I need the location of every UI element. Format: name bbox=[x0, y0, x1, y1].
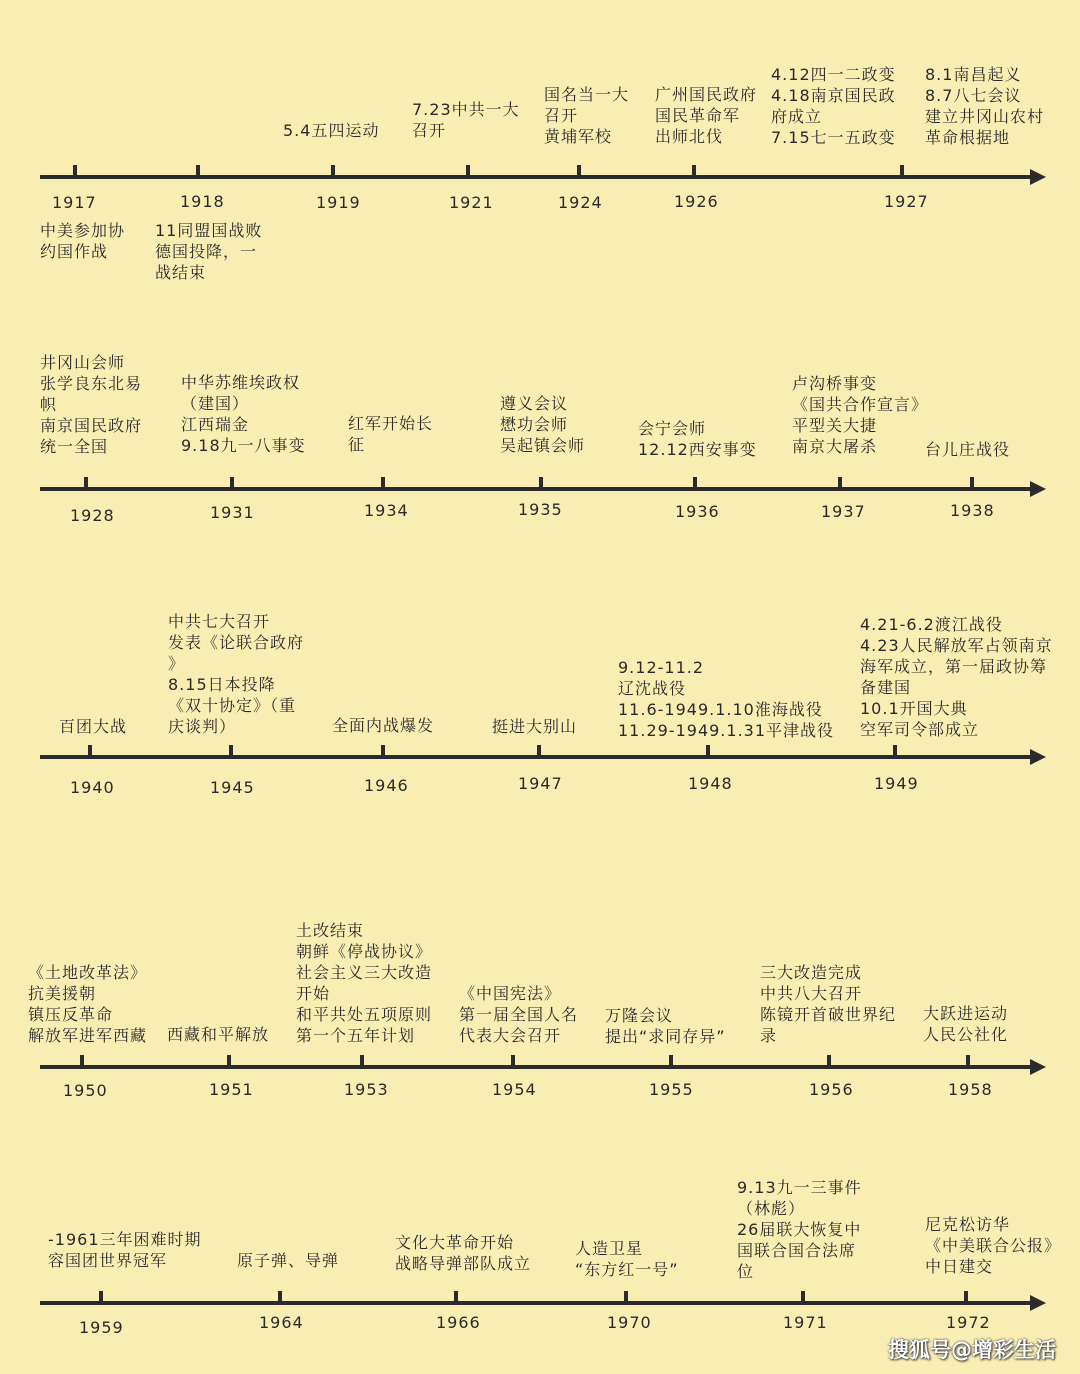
year-label: 1934 bbox=[364, 501, 409, 520]
year-tick bbox=[99, 1291, 103, 1305]
event-1970: 人造卫星 “东方红一号” bbox=[575, 1239, 679, 1279]
event-1950: 《土地改革法》 抗美援朝 镇压反革命 解放军进军西藏 bbox=[28, 963, 148, 1045]
year-label: 1938 bbox=[950, 501, 995, 520]
event-1948: 9.12-11.2 辽沈战役 11.6-1949.1.10淮海战役 11.29-1949.1.31平津战役 bbox=[618, 658, 835, 740]
year-label: 1940 bbox=[70, 778, 115, 797]
event-1935: 遵义会议 懋功会师 吴起镇会师 bbox=[500, 394, 586, 455]
event-1927-a: 4.12四一二政变 4.18南京国民政 府成立 7.15七一五政变 bbox=[771, 65, 896, 147]
year-label: 1953 bbox=[344, 1080, 389, 1099]
year-label: 1924 bbox=[558, 193, 603, 212]
event-1917-below: 中美参加协 约国作战 bbox=[40, 221, 126, 261]
event-1945: 中共七大召开 发表《论联合政府 》 8.15日本投降 《双十协定》（重 庆谈判） bbox=[168, 612, 305, 736]
event-1918-below: 11同盟国战败 德国投降，一 战结束 bbox=[155, 221, 263, 282]
year-label: 1927 bbox=[884, 192, 929, 211]
event-1934: 红军开始长 征 bbox=[348, 414, 434, 454]
year-label: 1951 bbox=[209, 1080, 254, 1099]
year-label: 1947 bbox=[518, 774, 563, 793]
event-1956: 三大改造完成 中共八大召开 陈镜开首破世界纪 录 bbox=[760, 963, 897, 1045]
year-tick bbox=[454, 1291, 458, 1305]
year-label: 1946 bbox=[364, 776, 409, 795]
year-label: 1949 bbox=[874, 774, 919, 793]
event-1966: 文化大革命开始 战略导弹部队成立 bbox=[395, 1233, 532, 1273]
year-label: 1966 bbox=[436, 1313, 481, 1332]
event-1953: 土改结束 朝鲜《停战协议》 社会主义三大改造 开始 和平共处五项原则 第一个五年计划 bbox=[296, 921, 433, 1045]
year-label: 1970 bbox=[607, 1313, 652, 1332]
year-label: 1928 bbox=[70, 506, 115, 525]
year-label: 1958 bbox=[948, 1080, 993, 1099]
watermark: 搜狐号@增彩生活 bbox=[888, 1338, 1056, 1362]
year-label: 1948 bbox=[688, 774, 733, 793]
event-1954: 《中国宪法》 第一届全国人名 代表大会召开 bbox=[459, 984, 579, 1045]
year-tick bbox=[801, 1291, 805, 1305]
event-1955: 万隆会议 提出“求同存异” bbox=[605, 1006, 726, 1046]
event-1951: 西藏和平解放 bbox=[167, 1025, 270, 1044]
event-1936: 会宁会师 12.12西安事变 bbox=[638, 419, 757, 459]
event-1972: 尼克松访华 《中美联合公报》 中日建交 bbox=[925, 1215, 1062, 1276]
year-label: 1972 bbox=[946, 1313, 991, 1332]
year-label: 1937 bbox=[821, 502, 866, 521]
event-1959: -1961三年困难时期 容国团世界冠军 bbox=[48, 1230, 202, 1270]
event-1921: 7.23中共一大 召开 bbox=[412, 100, 520, 140]
event-1937: 卢沟桥事变 《国共合作宣言》 平型关大捷 南京大屠杀 bbox=[792, 374, 929, 456]
event-1938: 台儿庄战役 bbox=[925, 440, 1011, 459]
event-1940: 百团大战 bbox=[59, 717, 128, 736]
year-label: 1945 bbox=[210, 778, 255, 797]
event-1964: 原子弹、导弹 bbox=[237, 1251, 340, 1270]
year-label: 1919 bbox=[316, 193, 361, 212]
year-tick bbox=[624, 1291, 628, 1305]
axis-arrow bbox=[1030, 1295, 1046, 1311]
year-label: 1917 bbox=[52, 193, 97, 212]
timeline-axis bbox=[40, 1301, 1030, 1305]
event-1958: 大跃进运动 人民公社化 bbox=[923, 1004, 1009, 1044]
year-label: 1954 bbox=[492, 1080, 537, 1099]
year-label: 1950 bbox=[63, 1081, 108, 1100]
event-1919: 5.4五四运动 bbox=[283, 121, 380, 140]
year-label: 1931 bbox=[210, 503, 255, 522]
event-1946: 全面内战爆发 bbox=[332, 716, 435, 735]
year-label: 1926 bbox=[674, 192, 719, 211]
year-label: 1935 bbox=[518, 500, 563, 519]
event-1949: 4.21-6.2渡江战役 4.23人民解放军占领南京 海军成立，第一届政协筹 备建国 10.1开国大典 空军司令部成立 bbox=[860, 615, 1053, 739]
event-1931: 中华苏维埃政权 （建国） 江西瑞金 9.18九一八事变 bbox=[181, 373, 306, 455]
year-label: 1936 bbox=[675, 502, 720, 521]
year-label: 1971 bbox=[783, 1313, 828, 1332]
year-tick bbox=[964, 1291, 968, 1305]
year-label: 1959 bbox=[79, 1318, 124, 1337]
year-label: 1918 bbox=[180, 192, 225, 211]
year-label: 1956 bbox=[809, 1080, 854, 1099]
event-1971: 9.13九一三事件 （林彪） 26届联大恢复中 国联合国合法席 位 bbox=[737, 1178, 862, 1281]
event-1924: 国名当一大 召开 黄埔军校 bbox=[544, 85, 630, 146]
year-label: 1964 bbox=[259, 1313, 304, 1332]
year-tick bbox=[278, 1291, 282, 1305]
year-label: 1921 bbox=[449, 193, 494, 212]
year-label: 1955 bbox=[649, 1080, 694, 1099]
event-1926: 广州国民政府 国民革命军 出师北伐 bbox=[655, 85, 758, 146]
event-1947: 挺进大别山 bbox=[492, 717, 578, 736]
event-1927-b: 8.1南昌起义 8.7八七会议 建立井冈山农村 革命根据地 bbox=[925, 65, 1045, 147]
event-1928: 井冈山会师 张学良东北易 帜 南京国民政府 统一全国 bbox=[40, 353, 143, 456]
